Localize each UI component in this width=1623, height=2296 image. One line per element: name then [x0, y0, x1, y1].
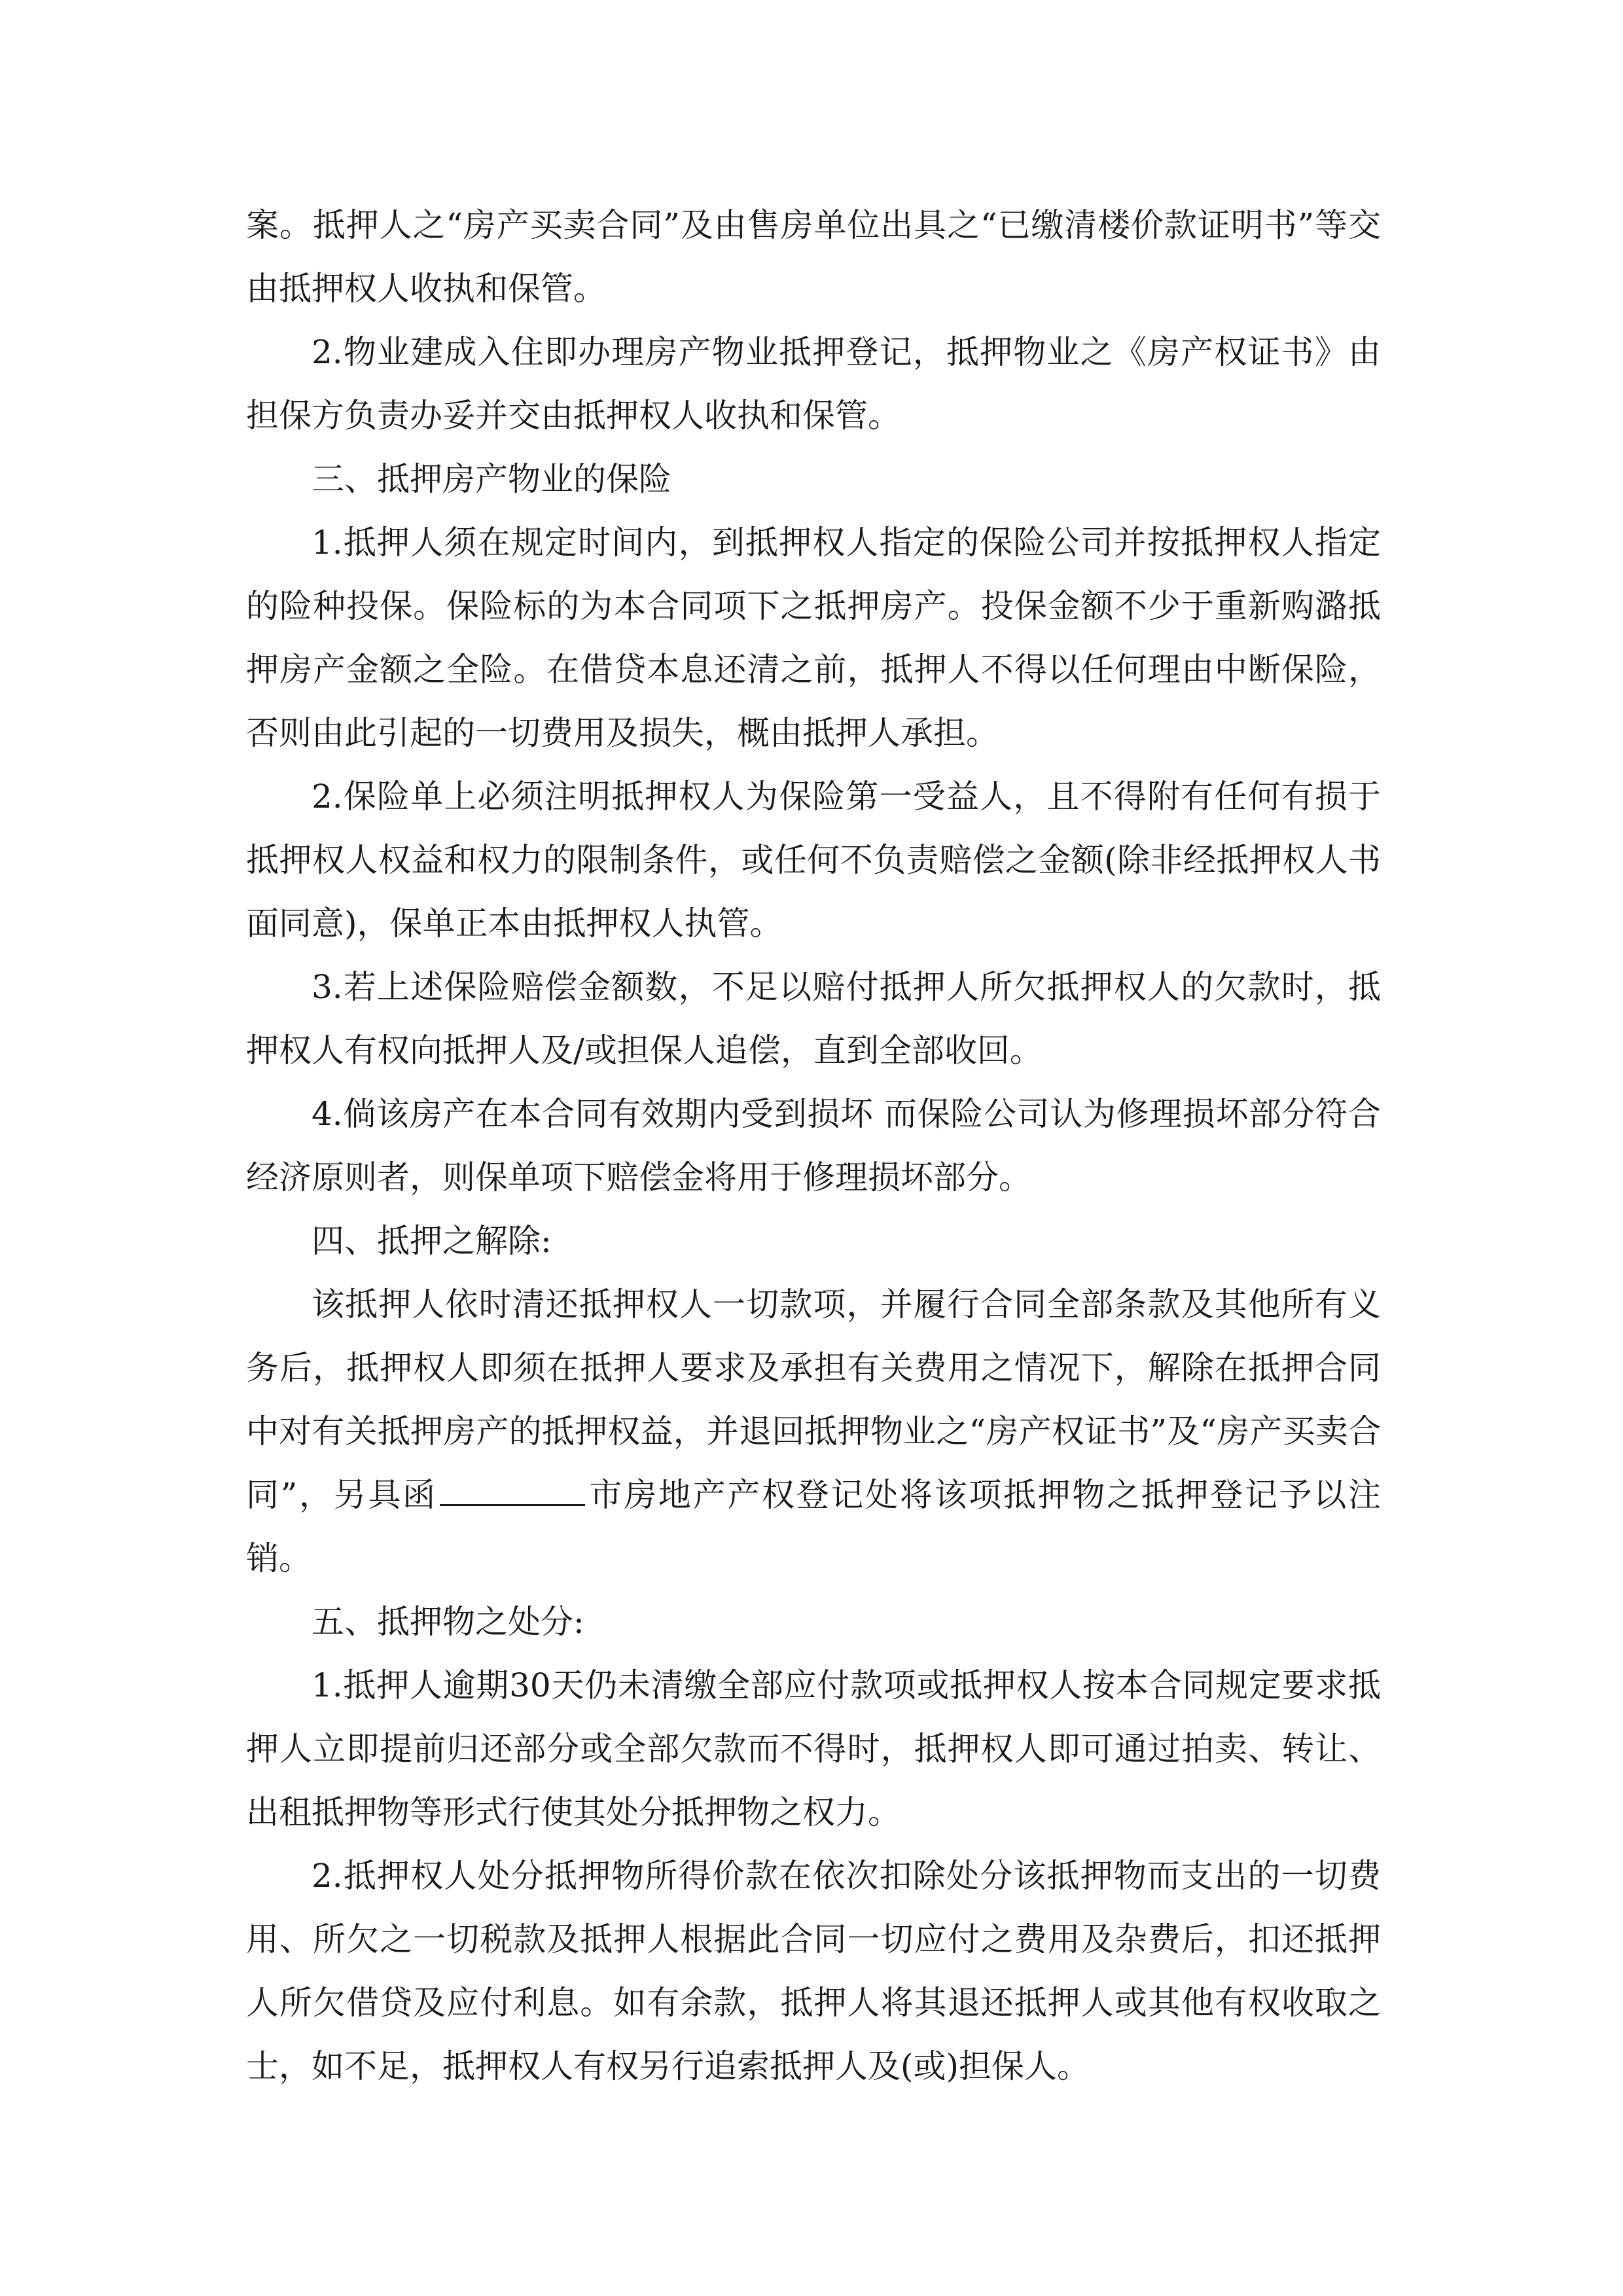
section-heading-disposal: 五、抵押物之处分: [312, 1603, 584, 1641]
paragraph-insurance-2: 2.保险单上必须注明抵押权人为保险第一受益人，且不得附有任何有损于抵押权人权益和权力的限制条件，或任何不负责赔偿之金额(除非经抵押权人书面同意)，保单正本由抵押权人执管。 [246, 778, 1381, 942]
paragraph-release [246, 1273, 1381, 1590]
paragraph-continuation: 案。抵押人之“房产买卖合同”及由售房单位出具之“已缴清楼价款证明书”等交由抵押权人收执和保管。 [246, 206, 1381, 308]
section-heading-release: 四、抵押之解除: [312, 1222, 552, 1260]
section-heading-insurance: 三、抵押房产物业的保险 [312, 460, 671, 498]
release-text-part-1: 该抵押人依时清还抵押权人一切款项，并履行合同全部条款及其他所有义务后，抵押权人即须在抵押人要求及承担有关费用之情况下，解除在抵押合同中对有关抵押房产的抵押权益，并退回抵押物业之“房产权证书”及“房产买卖合同”，另具函 [246, 1285, 1381, 1514]
paragraph-insurance-4: 4.倘该房产在本合同有效期内受到损坏 而保险公司认为修理损坏部分符合经济原则者，则保单项下赔偿金将用于修理损坏部分。 [246, 1095, 1381, 1196]
paragraph-disposal-1: 1.抵押人逾期30天仍未清缴全部应付款项或抵押权人按本合同规定要求抵押人立即提前归还部分或全部欠款而不得时，抵押权人即可通过拍卖、转让、出租抵押物等形式行使其处分抵押物之权力。 [246, 1666, 1381, 1831]
paragraph-insurance-3: 3.若上述保险赔偿金额数，不足以赔付抵押人所欠抵押权人的欠款时，抵押权人有权向抵押人及/或担保人追偿，直到全部收回。 [246, 968, 1381, 1069]
release-text-part-2: 市房地产产权登记处将该项抵押物之抵押登记予以注销。 [246, 1476, 1382, 1577]
blank-fill-line [440, 1479, 585, 1506]
paragraph-clause-2-registration: 2.物业建成入住即办理房产物业抵押登记，抵押物业之《房产权证书》由担保方负责办妥并交由抵押权人收执和保管。 [246, 333, 1381, 435]
paragraph-insurance-1: 1.抵押人须在规定时间内，到抵押权人指定的保险公司并按抵押权人指定的险种投保。保险标的为本合同项下之抵押房产。投保金额不少于重新购潞抵押房产金额之全险。在借贷本息还清之前，抵押人不得以任何理由中断保险，否则由此引起的一切费用及损失，概由抵押人承担。 [246, 524, 1381, 752]
paragraph-disposal-2: 2.抵押权人处分抵押物所得价款在依次扣除处分该抵押物而支出的一切费用、所欠之一切税款及抵押人根据此合同一切应付之费用及杂费后，扣还抵押人所欠借贷及应付利息。如有余款，抵押人将其退还抵押人或其他有权收取之士，如不足，抵押权人有权另行追索抵押人及(或)担保人。 [246, 1857, 1381, 2085]
document-page [246, 194, 1381, 2098]
